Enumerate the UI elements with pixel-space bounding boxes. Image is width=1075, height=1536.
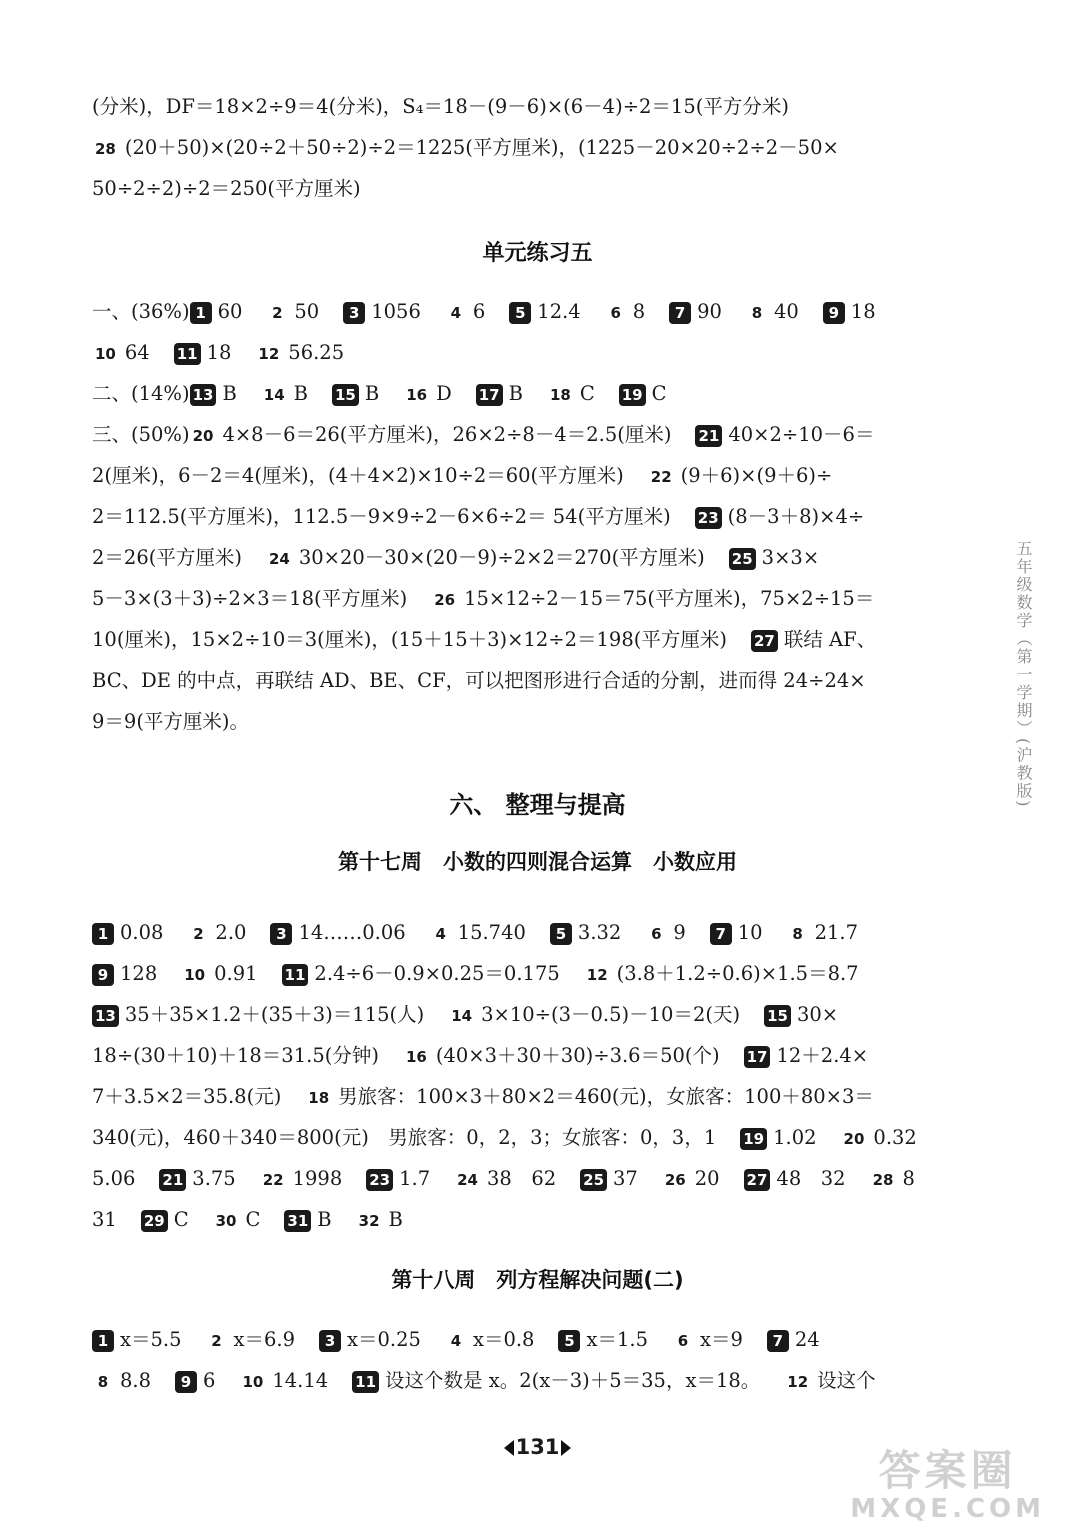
answer-text: (20＋50)×(20÷2＋50÷2)÷2＝1225(平方厘米)，(1225－20×20÷2÷2－50× — [124, 136, 839, 159]
question-number: 24 — [457, 1170, 478, 1189]
answer-item — [621, 921, 685, 944]
answer-item — [246, 921, 405, 944]
question-number: 10 — [184, 965, 206, 984]
question-number: 6 — [651, 924, 662, 943]
question-number: 1 — [92, 1330, 114, 1352]
answer-item — [190, 382, 237, 405]
answer-text: 8 — [632, 300, 646, 323]
question-number: 1 — [190, 302, 212, 324]
answer-text: 0.32 — [873, 1126, 917, 1149]
answer-text: 90 — [697, 300, 722, 323]
answer-item — [236, 1167, 343, 1190]
answer-text: D — [436, 382, 452, 405]
answer-item — [231, 341, 344, 364]
answer-text: 2＝26(平方厘米) — [92, 546, 242, 569]
question-number: 12 — [258, 344, 280, 363]
answer-item — [406, 921, 526, 944]
answer-text: x＝6.9 — [233, 1328, 296, 1351]
question-number: 13 — [190, 384, 217, 406]
answer-row: BC、DE 的中点，再联结 AD、BE、CF，可以把图形进行合适的分割，进而得 24÷24× — [92, 669, 866, 692]
question-number: 18 — [549, 385, 571, 404]
answer-text: 0.08 — [120, 921, 164, 944]
question-number: 11 — [174, 343, 201, 365]
answer-item — [534, 1328, 648, 1351]
answer-row — [92, 461, 955, 491]
answer-item — [648, 1328, 743, 1351]
answer-item — [638, 1167, 720, 1190]
answer-row — [92, 1205, 955, 1235]
question-number: 13 — [92, 1005, 119, 1027]
answer-text: 340(元)，460＋340＝800(元) 男旅客：0，2，3；女旅客：0，3，1 — [92, 1126, 717, 1149]
answer-text: 5－3×(3＋3)÷2×3＝18(平方厘米) — [92, 587, 408, 610]
answer-row — [92, 379, 955, 409]
answer-item — [763, 921, 858, 944]
question-number: 3 — [319, 1330, 341, 1352]
question-number: 27 — [744, 1169, 771, 1191]
answer-item — [645, 300, 722, 323]
answer-item — [189, 1208, 261, 1231]
answer-text: 128 — [120, 962, 158, 985]
answer-text: 1.7 — [399, 1167, 431, 1190]
question-number: 14 — [263, 385, 285, 404]
question-number: 5 — [558, 1330, 580, 1352]
answer-text: 8.8 — [120, 1369, 152, 1392]
answer-text: 18 — [206, 341, 232, 364]
answer-item — [150, 341, 232, 364]
question-number: 16 — [406, 385, 428, 404]
answer-item — [182, 1328, 296, 1351]
answer-text: C — [579, 382, 595, 405]
answer-item — [722, 300, 799, 323]
answer-text: (9＋6)×(9＋6)÷ — [680, 464, 833, 487]
answer-text: 14.14 — [272, 1369, 329, 1392]
answer-text: 31 — [92, 1208, 117, 1231]
answer-text: 1056 — [371, 300, 421, 323]
answer-text: 1998 — [292, 1167, 343, 1190]
answer-item — [92, 921, 163, 944]
question-number: 10 — [242, 1372, 264, 1391]
answer-item — [92, 962, 157, 985]
question-number: 24 — [268, 549, 290, 568]
question-number: 2 — [193, 924, 204, 943]
answer-item — [237, 382, 308, 405]
answer-row — [92, 584, 955, 614]
answer-row — [92, 1164, 955, 1194]
question-number: 30 — [215, 1211, 237, 1230]
answer-item — [92, 1208, 117, 1231]
question-number: 11 — [282, 964, 309, 986]
answer-text: 12＋2.4× — [776, 1044, 869, 1067]
right-triangle-icon — [561, 1440, 571, 1456]
question-number: 21 — [159, 1169, 186, 1191]
answer-text: 40×2÷10－6＝ — [728, 423, 875, 446]
answer-text: 15×12÷2－15＝75(平方厘米)，75×2÷15＝ — [464, 587, 875, 610]
answer-item — [846, 1167, 915, 1190]
answer-text: 联结 AF、 — [783, 628, 877, 651]
answer-text: 37 — [613, 1167, 638, 1190]
answer-item — [92, 1328, 182, 1351]
answer-text: 10(厘米)，15×2÷10＝3(厘米)，(15＋15＋3)×12÷2＝198(平方厘米) — [92, 628, 727, 651]
watermark-logo — [850, 1446, 1045, 1524]
question-number: 2 — [272, 303, 283, 322]
question-number: 25 — [729, 548, 756, 570]
answer-row — [92, 1041, 955, 1071]
answer-item — [190, 300, 243, 323]
answer-text: 30×20－30×(20－9)÷2×2＝270(平方厘米) — [298, 546, 705, 569]
answer-item — [526, 921, 621, 944]
question-number: 7 — [767, 1330, 789, 1352]
answer-text: 4×8－6＝26(平方厘米)，26×2÷8－4＝2.5(厘米) — [222, 423, 672, 446]
answer-item — [92, 1167, 135, 1190]
answer-text: 20 — [694, 1167, 720, 1190]
chapter-title: 六、 整理与提高 — [449, 791, 626, 819]
answer-text: 3×3× — [761, 546, 820, 569]
answer-item — [92, 1369, 151, 1392]
question-number: 1 — [92, 923, 114, 945]
answer-text: B — [508, 382, 523, 405]
question-number: 9 — [175, 1371, 197, 1393]
answer-text: 6 — [472, 300, 486, 323]
answer-row — [92, 918, 955, 948]
part-label: 三、(50%) — [92, 423, 190, 446]
answer-text: 男旅客：100×3＋80×2＝460(元)，女旅客：100＋80×3＝ — [338, 1085, 874, 1108]
answer-text: 2(厘米)，6－2＝4(厘米)，(4＋4×2)×10÷2＝60(平方厘米) — [92, 464, 624, 487]
answer-item — [332, 1208, 403, 1231]
question-number: 27 — [751, 630, 778, 652]
answer-text: (40×3＋30＋30)÷3.6＝50(个) — [435, 1044, 720, 1067]
answer-item — [720, 1167, 846, 1190]
text-line: 50÷2÷2)÷2＝250(平方厘米) — [92, 177, 361, 200]
answer-text: 3.75 — [192, 1167, 236, 1190]
answer-text: 设这个数是 x。2(x－3)＋5＝35，x＝18。 — [385, 1369, 761, 1392]
answer-item — [260, 1208, 331, 1231]
question-number: 28 — [872, 1170, 894, 1189]
answer-text: 14……0.06 — [298, 921, 406, 944]
answer-text: 9 — [673, 921, 686, 944]
side-book-title: 五年级数学（第一学期）(沪教版) — [1014, 540, 1033, 809]
answer-text: B — [317, 1208, 332, 1231]
answer-text: x＝1.5 — [586, 1328, 648, 1351]
text-line — [92, 133, 955, 163]
question-number: 12 — [787, 1372, 809, 1391]
question-number: 15 — [764, 1005, 791, 1027]
answer-text: 24 — [794, 1328, 820, 1351]
answer-text: (8－3＋8)×4÷ — [727, 505, 865, 528]
answer-text: C — [651, 382, 667, 405]
answer-item — [556, 1167, 638, 1190]
answer-item — [421, 1328, 535, 1351]
answer-item — [92, 341, 150, 364]
question-number: 11 — [352, 1371, 379, 1393]
answer-row — [92, 1082, 955, 1112]
answer-row — [92, 297, 955, 327]
answer-text: 50 — [294, 300, 320, 323]
answer-item — [740, 1003, 838, 1026]
question-number: 21 — [695, 425, 722, 447]
watermark-top: 答案圈 — [878, 1446, 1017, 1495]
answer-item — [560, 962, 859, 985]
question-number: 17 — [744, 1046, 771, 1068]
answer-item — [424, 1003, 740, 1026]
question-number: 23 — [695, 507, 722, 529]
answer-text: x＝9 — [699, 1328, 743, 1351]
answer-text: 15.740 — [457, 921, 526, 944]
part-label: 一、(36%) — [92, 300, 190, 323]
answer-item — [92, 1003, 424, 1026]
answer-item — [760, 1369, 875, 1392]
left-triangle-icon — [504, 1440, 514, 1456]
question-number: 8 — [792, 924, 803, 943]
answer-text: 35＋35×1.2＋(35＋3)＝115(人) — [124, 1003, 425, 1026]
answer-item — [581, 300, 645, 323]
question-number: 6 — [677, 1331, 689, 1350]
question-number: 31 — [284, 1210, 311, 1232]
page-number-text: 131 — [515, 1435, 560, 1459]
answer-item — [135, 1167, 235, 1190]
answer-item — [157, 962, 257, 985]
question-number: 26 — [434, 590, 456, 609]
answer-text: 18 — [850, 300, 876, 323]
answer-text: 48 32 — [776, 1167, 846, 1190]
answer-text: 21.7 — [814, 921, 858, 944]
question-number: 23 — [366, 1169, 393, 1191]
text-line: (分米)，DF＝18×2÷9＝4(分米)，S₄＝18－(9－6)×(6－4)÷2＝15(平方分米) — [92, 95, 789, 118]
question-number: 6 — [610, 303, 621, 322]
answer-text: 3.32 — [577, 921, 622, 944]
answer-item — [328, 1369, 760, 1392]
answer-text: 设这个 — [817, 1369, 876, 1392]
question-number: 14 — [451, 1006, 473, 1025]
answer-item — [151, 1369, 215, 1392]
answer-item — [452, 382, 523, 405]
answer-text: B — [388, 1208, 403, 1231]
question-number: 29 — [141, 1210, 168, 1232]
answer-text: 5.06 — [92, 1167, 136, 1190]
question-number: 22 — [262, 1170, 284, 1189]
question-number: 3 — [270, 923, 292, 945]
answer-item — [242, 300, 319, 323]
answer-row — [92, 420, 955, 450]
answer-item — [163, 921, 246, 944]
question-number: 7 — [669, 302, 691, 324]
answer-item — [595, 382, 667, 405]
question-number: 9 — [823, 302, 845, 324]
question-number: 19 — [619, 384, 646, 406]
answer-text: x＝0.8 — [472, 1328, 535, 1351]
answer-text: 10 — [737, 921, 763, 944]
answer-text: 38 62 — [487, 1167, 557, 1190]
answer-item — [215, 1369, 328, 1392]
answer-text: C — [173, 1208, 189, 1231]
answer-item — [379, 382, 452, 405]
question-number: 8 — [97, 1372, 109, 1391]
question-number: 15 — [332, 384, 359, 406]
answer-text: 64 — [124, 341, 150, 364]
answer-item — [743, 1328, 820, 1351]
question-number: 16 — [405, 1047, 427, 1066]
question-number: 20 — [192, 426, 214, 445]
answer-item — [319, 300, 421, 323]
question-number: 8 — [751, 303, 763, 322]
question-number: 4 — [450, 1331, 462, 1350]
answer-item — [421, 300, 485, 323]
answer-text: 6 — [203, 1369, 216, 1392]
answer-row — [92, 1325, 955, 1355]
answer-row — [92, 1000, 955, 1030]
answer-item — [799, 300, 876, 323]
answer-text: B — [364, 382, 380, 405]
week-title: 第十八周 列方程解决问题(二) — [391, 1268, 684, 1292]
question-number: 9 — [92, 964, 114, 986]
question-number: 12 — [586, 965, 608, 984]
question-number: 10 — [95, 344, 116, 363]
answer-row — [92, 338, 955, 368]
answer-row — [92, 543, 955, 573]
question-number: 22 — [650, 467, 672, 486]
answer-row — [92, 959, 955, 989]
answer-text: 8 — [902, 1167, 915, 1190]
answer-item — [295, 1328, 421, 1351]
question-number: 20 — [843, 1129, 865, 1148]
part-label: 二、(14%) — [92, 382, 190, 405]
answer-text: 3×10÷(3－0.5)－10＝2(天) — [481, 1003, 741, 1026]
answer-item — [686, 921, 763, 944]
answer-item — [523, 382, 595, 405]
answer-row — [92, 1366, 955, 1396]
question-number: 17 — [476, 384, 503, 406]
answer-text: 12.4 — [537, 300, 581, 323]
answer-text: x＝5.5 — [120, 1328, 182, 1351]
question-number: 4 — [450, 303, 462, 322]
answer-text: 18÷(30＋10)＋18＝31.5(分钟) — [92, 1044, 379, 1067]
answer-row — [92, 502, 955, 532]
question-number: 3 — [343, 302, 365, 324]
answer-text: 40 — [773, 300, 799, 323]
answer-text: x＝0.25 — [347, 1328, 421, 1351]
question-number: 5 — [550, 923, 572, 945]
answer-item — [485, 300, 580, 323]
week-title: 第十七周 小数的四则混合运算 小数应用 — [338, 850, 737, 874]
answer-text: 30× — [796, 1003, 839, 1026]
answer-row — [92, 1123, 955, 1153]
answer-text: B — [222, 382, 237, 405]
answer-item — [308, 382, 379, 405]
answer-item — [342, 1167, 430, 1190]
question-number: 18 — [308, 1088, 330, 1107]
answer-item — [117, 1208, 189, 1231]
answer-row: 9＝9(平方厘米)。 — [92, 710, 250, 733]
answer-text: 1.02 — [773, 1126, 817, 1149]
answer-item — [258, 962, 560, 985]
question-number: 4 — [435, 924, 446, 943]
question-number: 32 — [358, 1211, 380, 1230]
question-number: 7 — [710, 923, 732, 945]
answer-text: C — [245, 1208, 261, 1231]
answer-text: 2.4÷6－0.9×0.25＝0.175 — [314, 962, 560, 985]
watermark-bottom: MXQE.COM — [850, 1494, 1045, 1524]
question-number: 26 — [664, 1170, 686, 1189]
question-number: 5 — [509, 302, 531, 324]
section-title: 单元练习五 — [482, 241, 593, 266]
answer-text: 60 — [217, 300, 243, 323]
question-number: 2 — [211, 1331, 222, 1350]
answer-text: 2.0 — [215, 921, 247, 944]
answer-text: (3.8＋1.2÷0.6)×1.5＝8.7 — [616, 962, 859, 985]
answer-text: 2＝112.5(平方厘米)，112.5－9×9÷2－6×6÷2＝ 54(平方厘米) — [92, 505, 671, 528]
answer-text: 0.91 — [214, 962, 258, 985]
question-number: 19 — [740, 1128, 767, 1150]
answer-text: 7＋3.5×2＝35.8(元) — [92, 1085, 282, 1108]
question-number: 25 — [580, 1169, 607, 1191]
question-number: 28 — [95, 139, 116, 158]
answer-text: 56.25 — [288, 341, 345, 364]
answer-row — [92, 625, 955, 655]
answer-item — [430, 1167, 556, 1190]
answer-text: B — [293, 382, 308, 405]
